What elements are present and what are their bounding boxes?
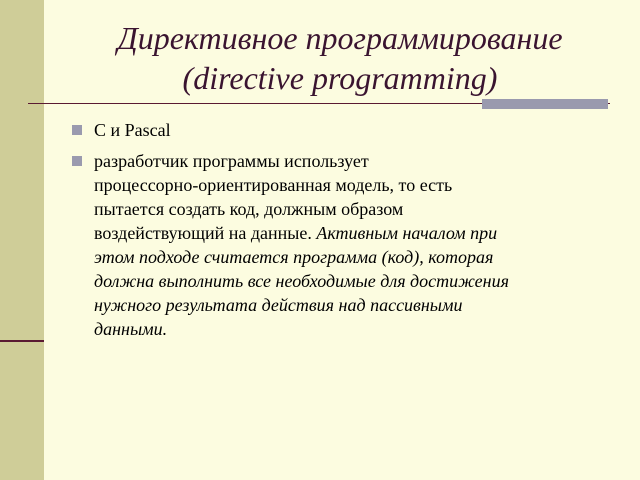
bullet-italic-text: Активным началом при: [316, 223, 498, 243]
slide-title: [60, 18, 620, 98]
left-bar-divider: [0, 340, 44, 342]
bullet-italic-line: нужного результата действия над пассивными: [94, 295, 463, 315]
bullet-line-mixed: [94, 221, 608, 245]
square-bullet-icon: [72, 125, 82, 135]
slide-title-line-1: Директивное программирование: [117, 20, 563, 56]
title-divider-accent: [482, 99, 608, 109]
bullet-list: [68, 118, 608, 348]
bullet-normal-text: воздействующий на данные.: [94, 223, 317, 243]
bullet-item-2: [68, 149, 608, 341]
bullet-text: [94, 118, 608, 142]
square-bullet-icon: [72, 156, 82, 166]
bullet-text: [94, 149, 608, 341]
slide-title-line-2: (directive programming): [182, 60, 498, 96]
bullet-line: разработчик программы использует: [94, 151, 369, 171]
bullet-line: процессорно-ориентированная модель, то есть: [94, 175, 453, 195]
bullet-line: пытается создать код, должным образом: [94, 199, 404, 219]
bullet-line: C и Pascal: [94, 120, 171, 140]
bullet-item-1: [68, 118, 608, 142]
left-decor-bar: [0, 0, 44, 480]
bullet-italic-line: должна выполнить все необходимые для достижения: [94, 271, 509, 291]
bullet-italic-line: данными.: [94, 319, 168, 339]
bullet-italic-line: этом подходе считается программа (код), которая: [94, 247, 494, 267]
